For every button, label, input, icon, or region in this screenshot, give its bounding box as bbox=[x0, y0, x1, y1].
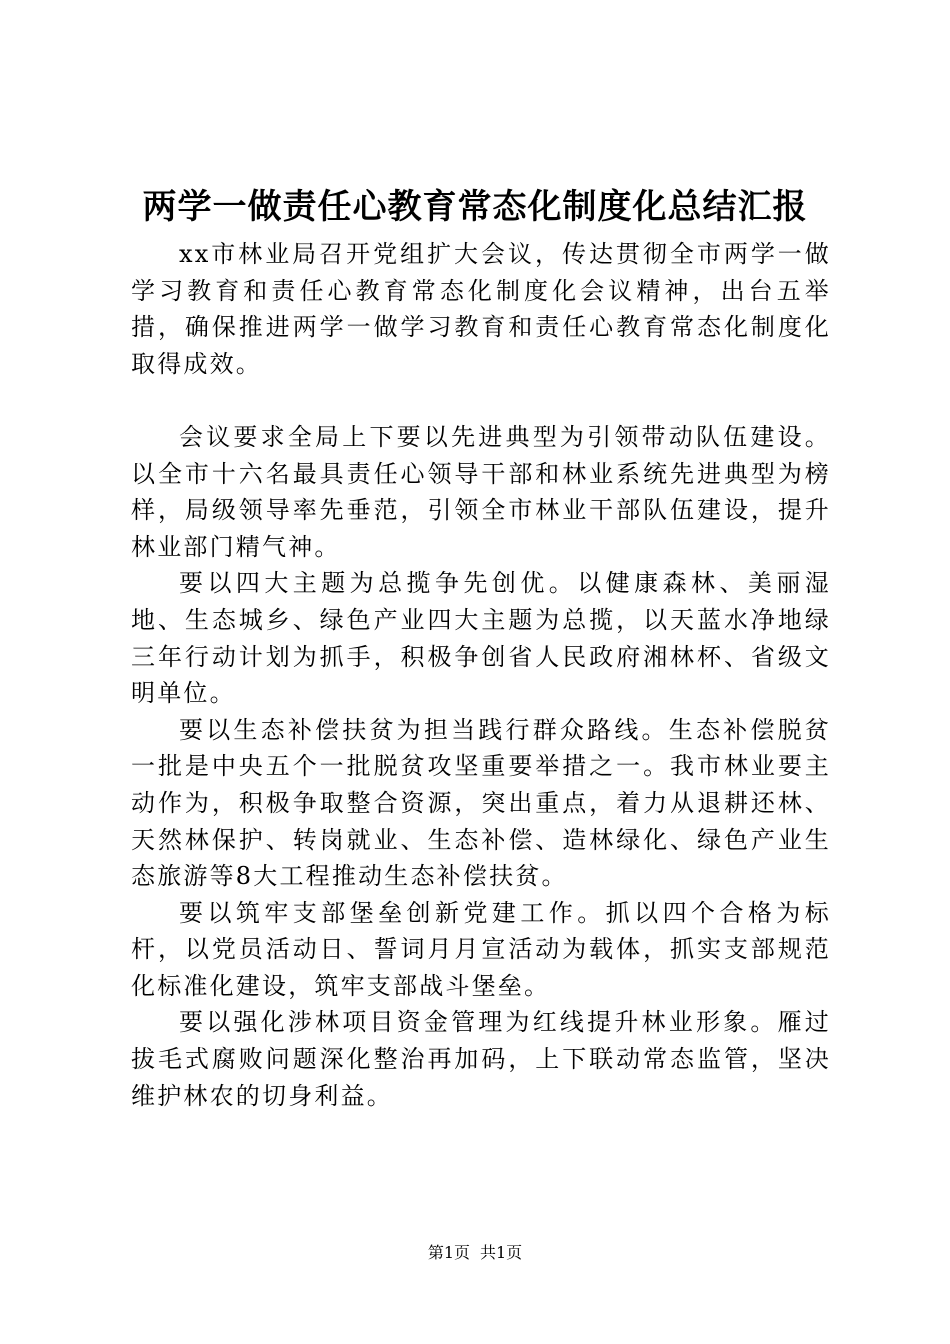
document-body bbox=[131, 236, 831, 1114]
page-footer bbox=[0, 1242, 950, 1264]
page-number-total: 共1页 bbox=[480, 1243, 523, 1262]
document-title: 两学一做责任心教育常态化制度化总结汇报 bbox=[142, 187, 808, 227]
page-number-current: 第1页 bbox=[427, 1243, 470, 1262]
paragraph-party-branch: 要以筑牢支部堡垒创新党建工作。抓以四个合格为标杆，以党员活动日、誓词月月宣活动为载体，抓实支部规范化标准化建设，筑牢支部战斗堡垒。 bbox=[131, 898, 831, 1000]
paragraph-four-themes: 要以四大主题为总揽争先创优。以健康森林、美丽湿地、生态城乡、绿色产业四大主题为总揽，以天蓝水净地绿三年行动计划为抓手，积极争创省人民政府湘林杯、省级文明单位。 bbox=[131, 569, 831, 708]
paragraph-intro: xx市林业局召开党组扩大会议，传达贯彻全市两学一做学习教育和责任心教育常态化制度化会议精神，出台五举措，确保推进两学一做学习教育和责任心教育常态化制度化取得成效。 bbox=[131, 240, 831, 378]
paragraph-fund-management: 要以强化涉林项目资金管理为红线提升林业形象。雁过拔毛式腐败问题深化整治再加码，上下联动常态监管，坚决维护林农的切身利益。 bbox=[131, 1008, 831, 1110]
paragraph-meeting-requirement: 会议要求全局上下要以先进典型为引领带动队伍建设。以全市十六名最具责任心领导干部和林业系统先进典型为榜样，局级领导率先垂范，引领全市林业干部队伍建设，提升林业部门精气神。 bbox=[131, 422, 831, 561]
paragraph-ecological-compensation: 要以生态补偿扶贫为担当践行群众路线。生态补偿脱贫一批是中央五个一批脱贫攻坚重要举措之一。我市林业要主动作为，积极争取整合资源，突出重点，着力从退耕还林、天然林保护、转岗就业、生态补偿、造林绿化、绿色产业生态旅游等8大工程推动生态补偿扶贫。 bbox=[131, 715, 831, 891]
